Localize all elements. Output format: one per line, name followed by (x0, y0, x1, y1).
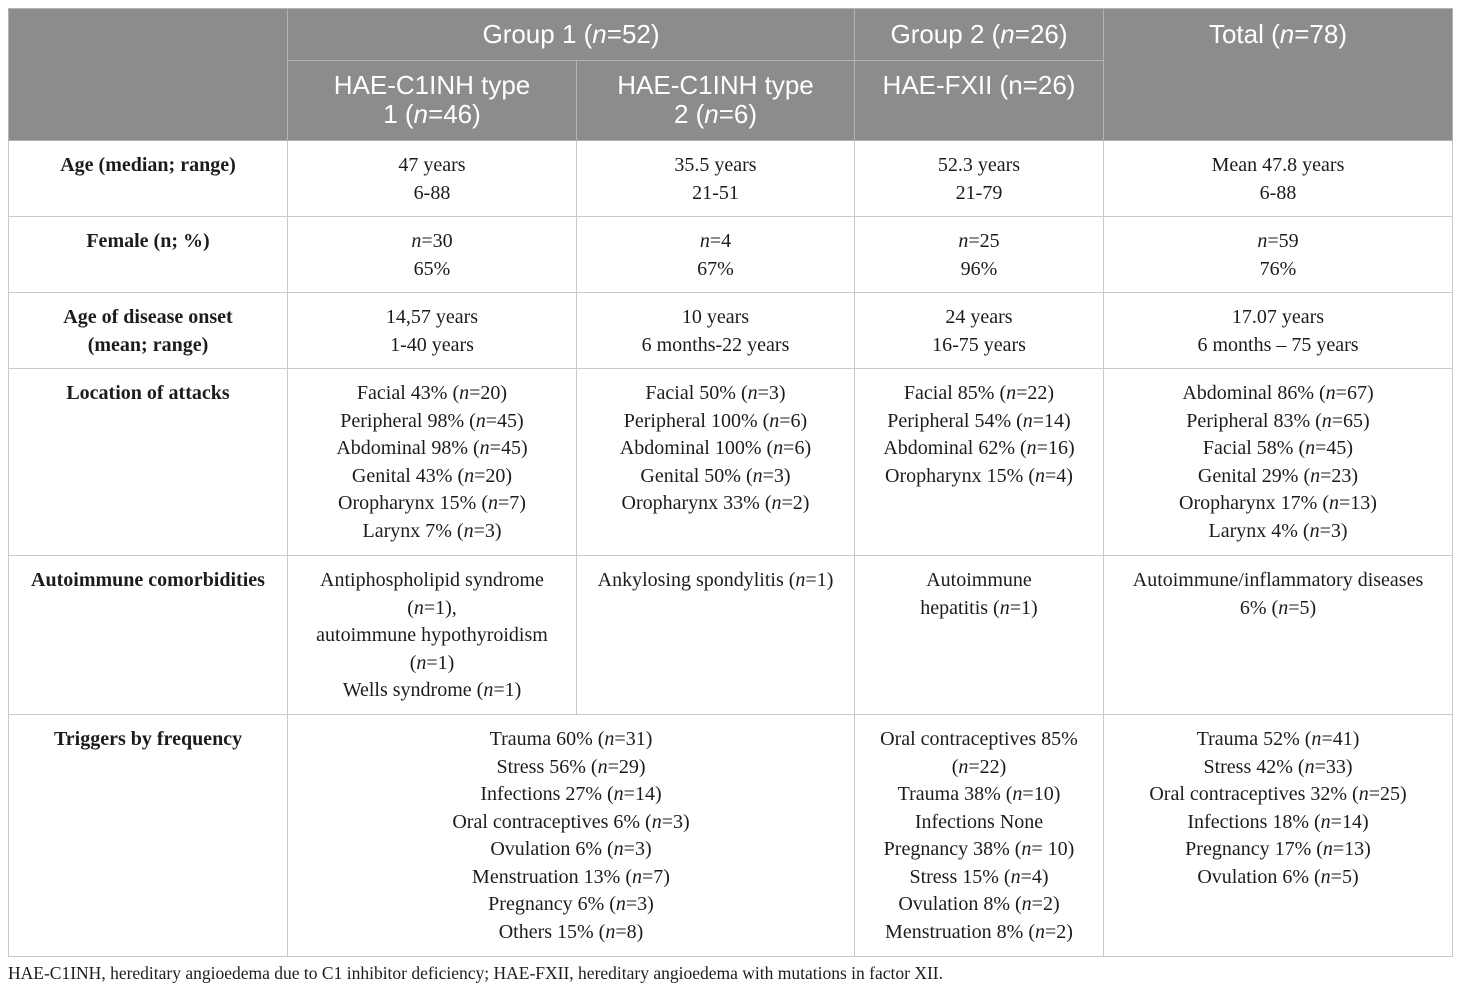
row-label-line: Location of attacks (66, 382, 230, 404)
cell-female-type2 (577, 217, 855, 293)
row-female (9, 217, 1453, 293)
italic-n: n (1257, 230, 1268, 252)
cell-line: (n=22) (951, 755, 1007, 778)
italic-n: n (632, 865, 643, 888)
cell-line: Oral contraceptives 32% (n=25) (1149, 783, 1407, 805)
italic-n: n (613, 838, 624, 860)
italic-n: n (1010, 865, 1021, 888)
cell-line: Oral contraceptives 85% (880, 728, 1078, 750)
cell-onset-type2 (577, 293, 855, 369)
italic-n: n (464, 464, 475, 487)
cell-line: Ankylosing spondylitis (n=1) (597, 569, 834, 591)
cell-line: Antiphospholipid syndrome (320, 569, 544, 591)
row-label-onset (9, 293, 288, 369)
cell-line: autoimmune hypothyroidism (316, 624, 548, 646)
cell-female-type1 (288, 217, 577, 293)
cell-line: Infections 18% (n=14) (1187, 810, 1369, 833)
cell-age-fxii (855, 141, 1104, 217)
row-age (9, 141, 1453, 217)
row-triggers (9, 715, 1453, 957)
header-type1-cell (288, 61, 577, 141)
italic-n: n (459, 382, 470, 404)
italic-n: n (1035, 464, 1045, 487)
header-row-groups (9, 9, 1453, 61)
cell-line: 96% (960, 257, 998, 280)
italic-n: n (1358, 783, 1369, 805)
header-type2-cell (577, 61, 855, 141)
header-type1-line: 1 (n=46) (383, 99, 481, 129)
cell-age-type2 (577, 141, 855, 217)
cell-autoimmune-total (1104, 556, 1453, 715)
cell-line: 1-40 years (390, 333, 474, 356)
cell-line: Pregnancy 17% (n=13) (1185, 838, 1371, 860)
italic-n: n (1309, 519, 1320, 542)
italic-n: n (958, 230, 969, 252)
cell-line: Menstruation 13% (n=7) (472, 865, 670, 888)
cell-line: Stress 15% (n=4) (909, 865, 1049, 888)
cell-line: 65% (413, 257, 451, 280)
italic-n: n (773, 437, 784, 459)
italic-n: n (752, 464, 763, 487)
cell-line: 6-88 (413, 181, 451, 204)
cell-location-type2 (577, 369, 855, 556)
patient-characteristics-table (8, 8, 1453, 957)
row-label-autoimmune (9, 556, 288, 715)
cell-line: Infections 27% (n=14) (480, 783, 662, 805)
italic-n: n (1310, 464, 1321, 487)
cell-line: n=59 (1257, 230, 1299, 252)
header-total-label: Total (n=78) (1208, 19, 1348, 49)
row-onset (9, 293, 1453, 369)
row-location (9, 369, 1453, 556)
header-fxii-label: HAE-FXII (n=26) (882, 70, 1076, 100)
cell-line: 35.5 years (674, 154, 757, 176)
cell-line: Autoimmune (926, 569, 1032, 591)
header-type1-line: HAE-C1INH type (333, 70, 531, 100)
cell-line: 10 years (681, 306, 750, 328)
row-autoimmune (9, 556, 1453, 715)
row-label-line: Female (n; %) (86, 230, 210, 252)
italic-n: n (1322, 838, 1333, 860)
cell-onset-fxii (855, 293, 1104, 369)
cell-line: 6 months-22 years (641, 333, 790, 356)
cell-autoimmune-fxii (855, 556, 1104, 715)
cell-triggers-total (1104, 715, 1453, 957)
cell-autoimmune-type2 (577, 556, 855, 715)
cell-line: n=4 (699, 230, 732, 252)
italic-n: n (411, 230, 422, 252)
cell-line: Wells syndrome (n=1) (342, 679, 522, 701)
italic-n: n (604, 728, 615, 750)
italic-n: n (463, 519, 474, 542)
cell-line: 67% (697, 257, 734, 280)
row-label-line: (mean; range) (87, 333, 209, 356)
cell-line: Abdominal 100% (n=6) (619, 437, 812, 459)
italic-n: n (699, 230, 710, 252)
cell-onset-total (1104, 293, 1453, 369)
cell-autoimmune-type1 (288, 556, 577, 715)
row-label-age (9, 141, 288, 217)
cell-line: 24 years (945, 306, 1013, 328)
cell-line: Mean 47.8 years (1211, 154, 1345, 176)
row-label-line: Age of disease onset (63, 306, 233, 328)
row-label-line: Autoimmune comorbidities (31, 569, 265, 591)
cell-line: Facial 50% (n=3) (645, 382, 786, 404)
cell-line: Oropharynx 15% (n=7) (338, 492, 526, 514)
italic-n: n (615, 893, 626, 915)
italic-n: n (1000, 19, 1015, 49)
italic-n: n (1311, 728, 1322, 750)
cell-line: 16-75 years (932, 333, 1026, 356)
italic-n: n (488, 492, 498, 514)
cell-line: hepatitis (n=1) (920, 596, 1038, 619)
italic-n: n (483, 679, 494, 701)
cell-line: 52.3 years (937, 154, 1021, 176)
row-label-line: Triggers by frequency (53, 728, 243, 750)
cell-line: Oral contraceptives 6% (n=3) (452, 810, 690, 833)
header-group1-cell (288, 9, 855, 61)
italic-n: n (1012, 783, 1023, 805)
italic-n: n (413, 99, 429, 129)
cell-line: (n=1), (407, 596, 457, 619)
cell-triggers-group1 (288, 715, 855, 957)
cell-location-total (1104, 369, 1453, 556)
italic-n: n (958, 755, 969, 778)
cell-line: Abdominal 62% (n=16) (883, 437, 1075, 459)
italic-n: n (1305, 437, 1316, 459)
italic-n: n (704, 99, 719, 129)
cell-line: Ovulation 6% (n=5) (1197, 865, 1359, 888)
italic-n: n (1035, 920, 1046, 943)
row-label-triggers (9, 715, 288, 957)
cell-line: Autoimmune/inflammatory diseases (1132, 569, 1424, 591)
cell-onset-type1 (288, 293, 577, 369)
cell-line: Peripheral 83% (n=65) (1186, 409, 1370, 432)
italic-n: n (1278, 596, 1289, 619)
italic-n: n (1321, 409, 1332, 432)
cell-female-fxii (855, 217, 1104, 293)
row-label-line: Age (median; range) (60, 154, 236, 176)
cell-line: Oropharynx 17% (n=13) (1179, 492, 1377, 514)
cell-line: Genital 29% (n=23) (1197, 464, 1359, 487)
cell-age-type1 (288, 141, 577, 217)
italic-n: n (771, 492, 782, 514)
header-corner-cell (9, 9, 288, 141)
cell-line: Trauma 52% (n=41) (1196, 728, 1360, 750)
table-body (9, 141, 1453, 957)
italic-n: n (413, 596, 424, 619)
header-group1-label: Group 1 (n=52) (482, 19, 660, 49)
italic-n: n (475, 409, 486, 432)
cell-line: Peripheral 54% (n=14) (887, 409, 1071, 432)
italic-n: n (1021, 893, 1032, 915)
cell-line: (n=1) (409, 651, 455, 674)
italic-n: n (1279, 19, 1295, 49)
cell-line: Stress 42% (n=33) (1203, 755, 1353, 778)
italic-n: n (597, 755, 608, 778)
cell-line: Oropharynx 15% (n=4) (885, 464, 1073, 487)
table-header (9, 9, 1453, 141)
italic-n: n (1325, 382, 1336, 404)
cell-line: 14,57 years (385, 306, 479, 328)
row-label-location (9, 369, 288, 556)
cell-line: Ovulation 8% (n=2) (898, 893, 1060, 915)
header-fxii-cell (855, 61, 1104, 141)
cell-line: Oropharynx 33% (n=2) (621, 492, 810, 514)
italic-n: n (1329, 492, 1339, 514)
cell-line: Larynx 7% (n=3) (362, 519, 502, 542)
cell-line: 21-51 (692, 181, 739, 204)
cell-location-type1 (288, 369, 577, 556)
italic-n: n (651, 810, 662, 833)
italic-n: n (1320, 810, 1331, 833)
cell-line: Pregnancy 6% (n=3) (488, 893, 654, 915)
cell-line: Facial 85% (n=22) (903, 382, 1055, 404)
cell-line: Peripheral 100% (n=6) (623, 409, 808, 432)
header-type2-line: 2 (n=6) (673, 99, 758, 129)
cell-age-total (1104, 141, 1453, 217)
italic-n: n (592, 19, 607, 49)
italic-n: n (613, 783, 624, 805)
cell-line: Menstruation 8% (n=2) (885, 920, 1073, 943)
italic-n: n (479, 437, 490, 459)
cell-line: Facial 43% (n=20) (356, 382, 508, 404)
cell-line: 47 years (398, 154, 466, 176)
italic-n: n (1026, 437, 1037, 459)
cell-line: 6 months – 75 years (1197, 333, 1359, 356)
cell-line: 17.07 years (1231, 306, 1325, 328)
italic-n: n (999, 596, 1010, 619)
cell-line: 21-79 (955, 181, 1003, 204)
header-total-cell (1104, 9, 1453, 141)
italic-n: n (769, 409, 780, 432)
table-footnote: HAE-C1INH, hereditary angioedema due to C1 inhibitor deficiency; HAE-FXII, hereditary angioedema with mutations in factor XII. (8, 963, 943, 983)
cell-line: Peripheral 98% (n=45) (340, 409, 524, 432)
cell-line: Trauma 60% (n=31) (489, 728, 653, 750)
cell-line: Larynx 4% (n=3) (1208, 519, 1348, 542)
cell-line: n=30 (411, 230, 453, 252)
italic-n: n (747, 382, 758, 404)
cell-triggers-fxii (855, 715, 1104, 957)
cell-line: Ovulation 6% (n=3) (490, 838, 652, 860)
italic-n: n (795, 569, 806, 591)
cell-line: Stress 56% (n=29) (496, 755, 646, 778)
italic-n: n (416, 651, 427, 674)
italic-n: n (1304, 755, 1315, 778)
italic-n: n (1021, 838, 1032, 860)
cell-line: Abdominal 98% (n=45) (336, 437, 528, 459)
cell-line: 6-88 (1259, 181, 1297, 204)
cell-line: Genital 43% (n=20) (351, 464, 513, 487)
cell-line: n=25 (958, 230, 1000, 252)
cell-line: Abdominal 86% (n=67) (1182, 382, 1374, 404)
cell-line: 76% (1259, 257, 1297, 280)
cell-location-fxii (855, 369, 1104, 556)
cell-female-total (1104, 217, 1453, 293)
cell-line: Others 15% (n=8) (498, 920, 644, 943)
cell-line: Trauma 38% (n=10) (897, 783, 1061, 805)
cell-line: Facial 58% (n=45) (1202, 437, 1354, 459)
cell-line: 6% (n=5) (1239, 596, 1317, 619)
cell-line: Genital 50% (n=3) (640, 464, 791, 487)
header-group2-label: Group 2 (n=26) (890, 19, 1068, 49)
header-type2-line: HAE-C1INH type (617, 70, 814, 100)
italic-n: n (1022, 409, 1033, 432)
italic-n: n (605, 920, 616, 943)
cell-line: Pregnancy 38% (n= 10) (883, 838, 1075, 860)
cell-line: Infections None (914, 810, 1044, 833)
italic-n: n (1006, 382, 1017, 404)
header-group2-cell (855, 9, 1104, 61)
italic-n: n (1320, 865, 1331, 888)
row-label-female (9, 217, 288, 293)
